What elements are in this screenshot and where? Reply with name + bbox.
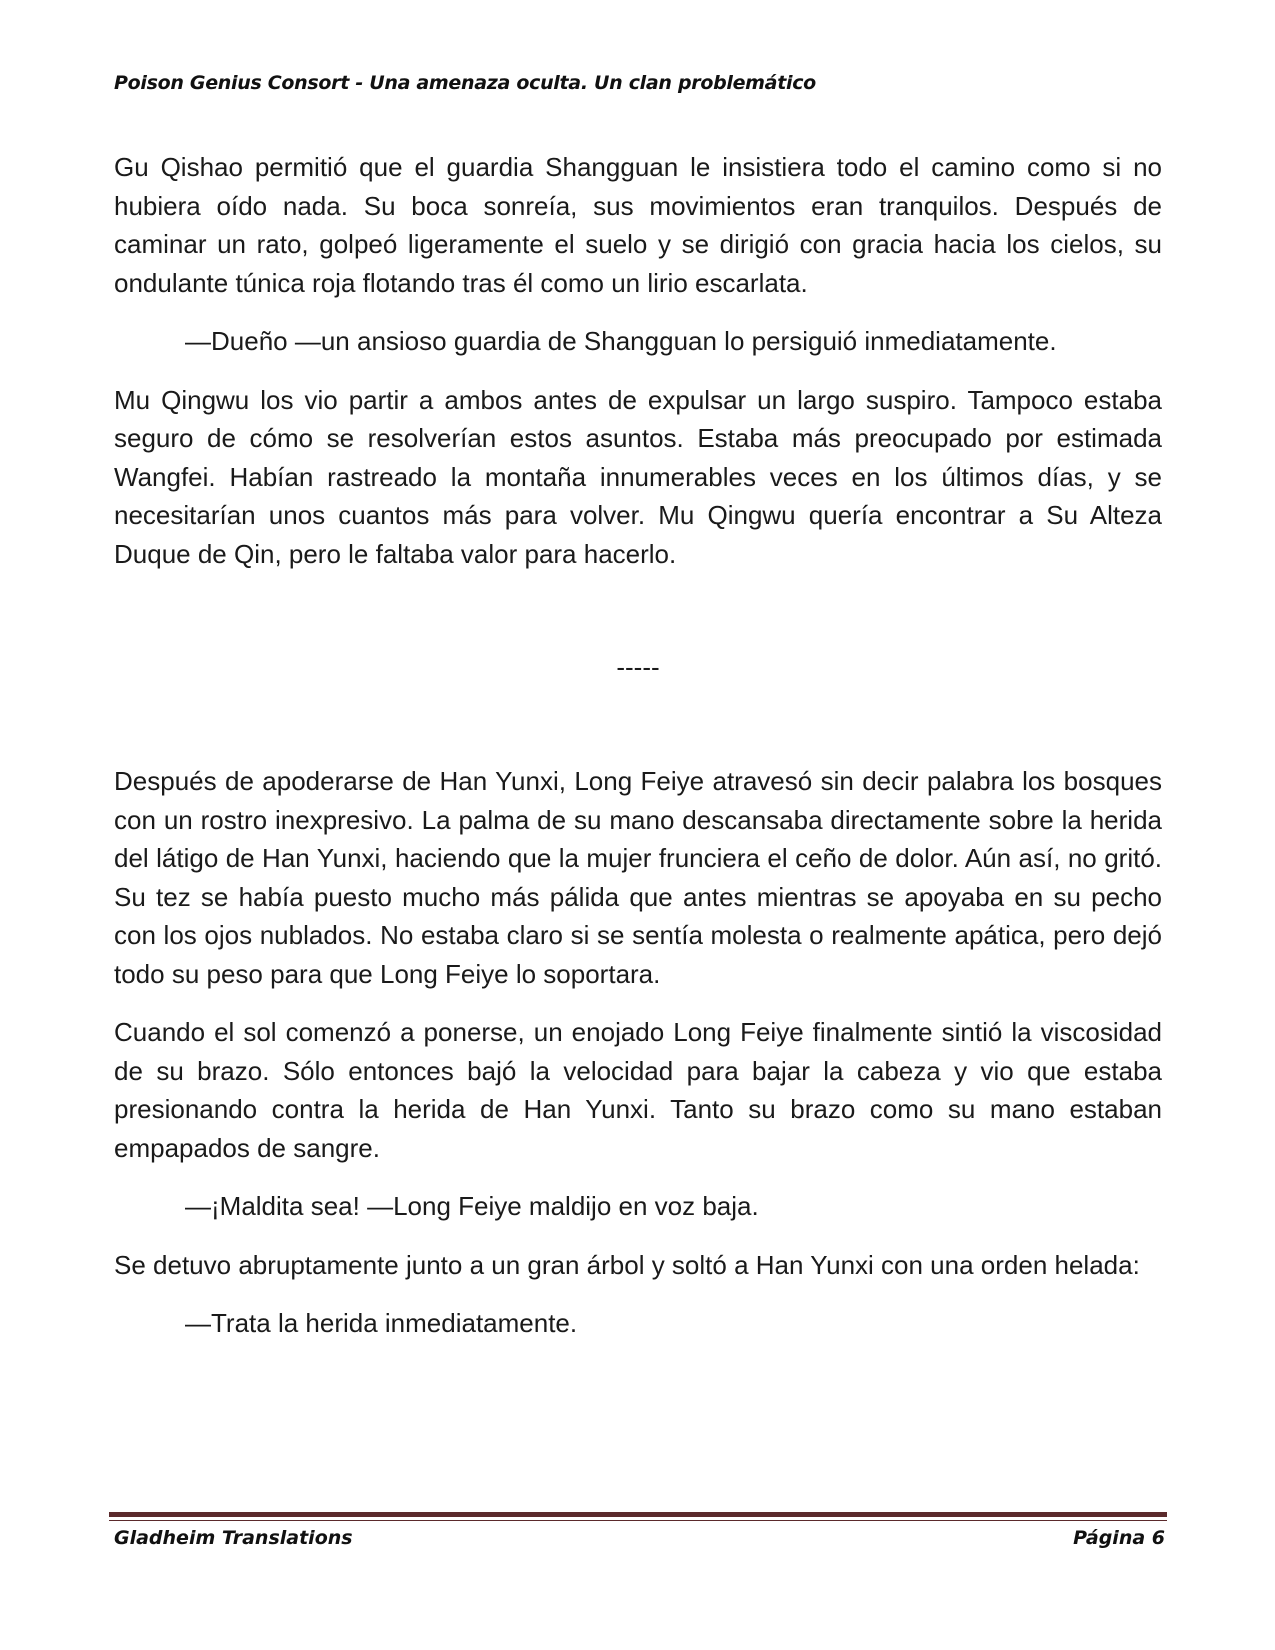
document-body [114,148,1162,1363]
dialogue-line: —Trata la herida inmediatamente. [185,1308,578,1338]
paragraph: Cuando el sol comenzó a ponerse, un enojado Long Feiye finalmente sintió la viscosidad de su brazo. Sólo entonces bajó la velocidad para bajar la cabeza y vio que estaba presionando contra la herida de Han Yunxi. Tanto su brazo como su mano estaban empapados de sangre. [114,1017,1162,1163]
paragraph: Después de apoderarse de Han Yunxi, Long Feiye atravesó sin decir palabra los bosques con un rostro inexpresivo. La palma de su mano descansaba directamente sobre la herida del látigo de Han Yunxi, haciendo que la mujer frunciera el ceño de dolor. Aún así, no gritó. Su tez se había puesto mucho más pálida que antes mientras se apoyaba en su pecho con los ojos nublados. No estaba claro si se sentía molesta o realmente apática, pero dejó todo su peso para que Long Feiye lo soportara. [114,766,1162,989]
footer-publisher: Gladheim Translations [114,1527,353,1549]
paragraph: Mu Qingwu los vio partir a ambos antes de expulsar un largo suspiro. Tampoco estaba seguro de cómo se resolverían estos asuntos. Estaba más preocupado por estimada Wangfei. Habían rastreado la montaña innumerables veces en los últimos días, y se necesitarían unos cuantos más para volver. Mu Qingwu quería encontrar a Su Alteza Duque de Qin, pero le faltaba valor para hacerlo. [114,384,1162,569]
footer-divider-thin [109,1520,1167,1521]
section-gap [114,593,1162,648]
dialogue-line: —Dueño —un ansioso guardia de Shangguan lo persiguió inmediatamente. [185,326,1057,356]
footer-divider-thick [109,1512,1167,1517]
scene-separator: ----- [616,652,660,682]
dialogue-line: —¡Maldita sea! —Long Feiye maldijo en voz baja. [185,1191,759,1221]
section-gap [114,686,1162,762]
paragraph: Se detuvo abruptamente junto a un gran árbol y soltó a Han Yunxi con una orden helada: [114,1249,1140,1280]
page-number: Página 6 [1073,1527,1165,1549]
paragraph: Gu Qishao permitió que el guardia Shangguan le insistiera todo el camino como si no hubiera oído nada. Su boca sonreía, sus movimientos eran tranquilos. Después de caminar un rato, golpeó ligeramente el suelo y se dirigió con gracia hacia los cielos, su ondulante túnica roja flotando tras él como un lirio escarlata. [114,152,1162,298]
page-header-title: Poison Genius Consort - Una amenaza oculta. Un clan problemático [114,72,816,94]
